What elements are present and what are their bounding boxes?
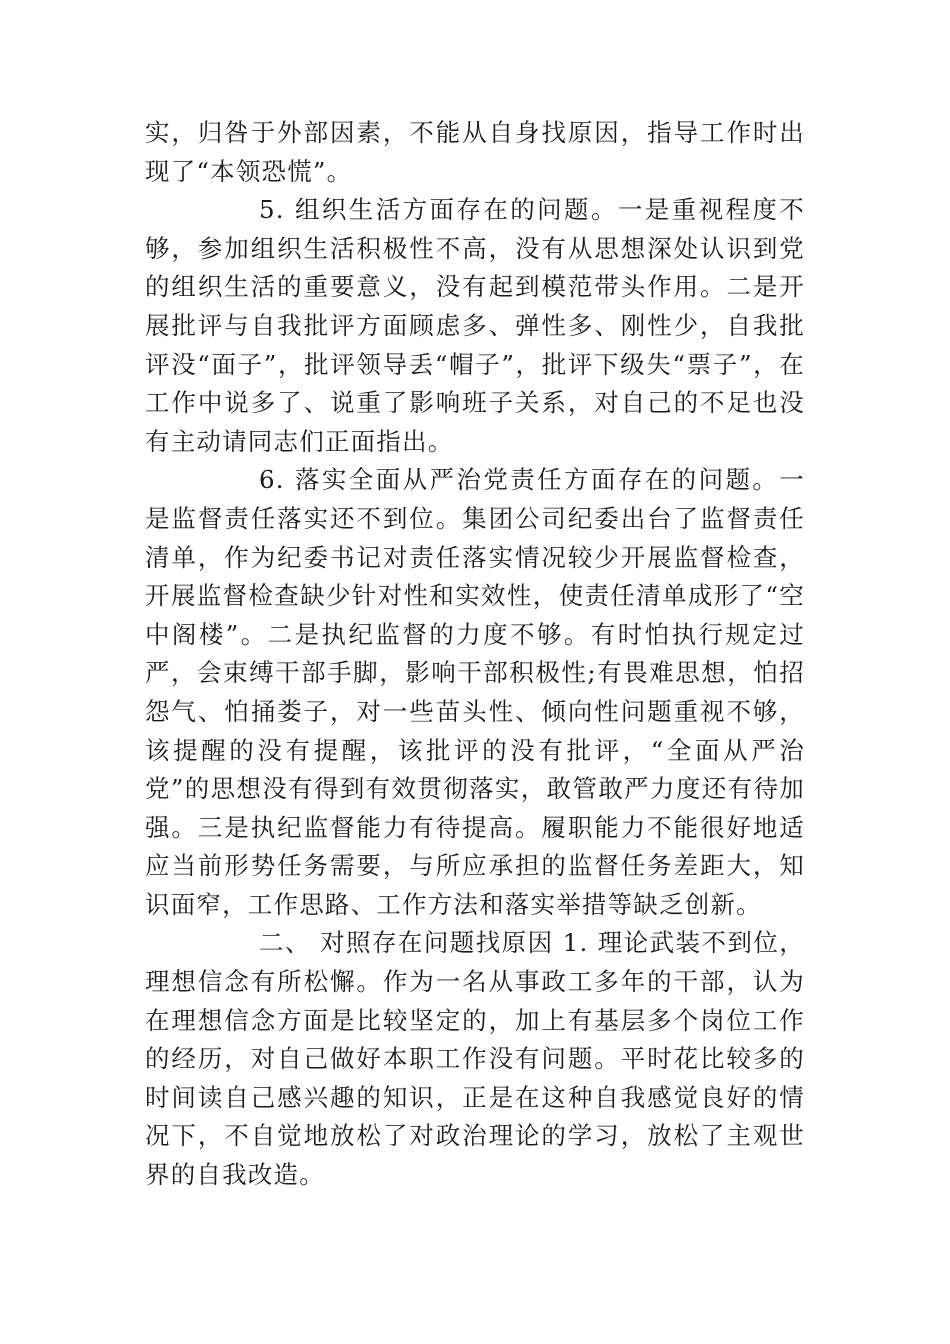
paragraph-section-2: 二、 对照存在问题找原因 1. 理论武装不到位，理想信念有所松懈。作为一名从事政工多年的干部，认为在理想信念方面是比较坚定的，加上有基层多个岗位工作的经历，对自己做好本职工作没有问题。平时花比较多的时间读自己感兴趣的知识，正是在这种自我感觉良好的情况下，不自觉地放松了对政治理论的学习，放松了主观世界的自我改造。: [145, 928, 805, 1190]
document-body: [145, 114, 805, 1195]
paragraph-continuation: 实，归咎于外部因素，不能从自身找原因，指导工作时出现了“本领恐慌”。: [145, 118, 805, 186]
paragraph-item-5: 5. 组织生活方面存在的问题。一是重视程度不够，参加组织生活积极性不高，没有从思想深处认识到党的组织生活的重要意义，没有起到模范带头作用。二是开展批评与自我批评方面顾虑多、弹性多、刚性少，自我批评没“面子”，批评领导丢“帽子”，批评下级失“票子”，在工作中说多了、说重了影响班子关系，对自己的不足也没有主动请同志们正面指出。: [145, 195, 805, 456]
paragraph-item-6: 6. 落实全面从严治党责任方面存在的问题。一是监督责任落实还不到位。集团公司纪委出台了监督责任清单，作为纪委书记对责任落实情况较少开展监督检查，开展监督检查缺少针对性和实效性，使责任清单成形了“空中阁楼”。二是执纪监督的力度不够。有时怕执行规定过严，会束缚干部手脚，影响干部积极性;有畏难思想，怕招怨气、怕捅娄子，对一些苗头性、倾向性问题重视不够，该提醒的没有提醒，该批评的没有批评，“全面从严治党”的思想没有得到有效贯彻落实，敢管敢严力度还有待加强。三是执纪监督能力有待提高。履职能力不能很好地适应当前形势任务需要，与所应承担的监督任务差距大，知识面窄，工作思路、工作方法和落实举措等缺乏创新。: [145, 465, 805, 919]
